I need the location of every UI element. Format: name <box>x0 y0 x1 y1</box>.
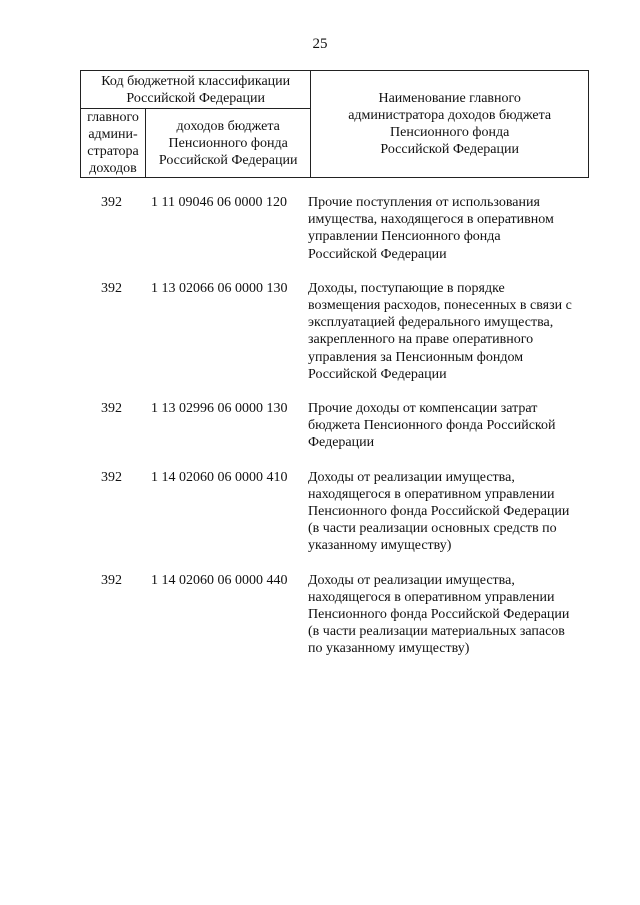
income-code: 1 13 02066 06 0000 130 <box>151 280 288 296</box>
admin-code: 392 <box>101 572 122 588</box>
name-line: закрепленного на праве оперативного <box>308 332 534 348</box>
name-line: находящегося в оперативном управлении <box>308 589 555 605</box>
name-line: Доходы от реализации имущества, <box>308 572 515 588</box>
name-line: эксплуатацией федерального имущества, <box>308 315 554 331</box>
header-line: Пенсионного фонда <box>168 135 288 151</box>
table-row <box>80 469 589 555</box>
admin-code: 392 <box>101 469 122 485</box>
name-line: Доходы, поступающие в порядке <box>308 280 505 296</box>
admin-column-header <box>81 109 146 178</box>
name-line: Федерации <box>308 435 375 451</box>
name-line: Пенсионного фонда Российской Федерации <box>308 504 570 520</box>
income-name <box>305 572 589 658</box>
income-code: 1 14 02060 06 0000 440 <box>151 572 288 588</box>
income-name <box>305 194 589 263</box>
table-row <box>80 572 589 658</box>
header-line: главного <box>87 110 139 125</box>
name-line: управлении Пенсионного фонда <box>308 229 501 245</box>
header-line: стратора <box>87 144 139 159</box>
header-line: Код бюджетной классификации <box>101 73 291 89</box>
income-name <box>305 469 589 555</box>
admin-code: 392 <box>101 195 122 210</box>
header-line: Российской Федерации <box>158 152 298 168</box>
income-name <box>305 280 589 383</box>
header-line: Пенсионного фонда <box>390 125 510 140</box>
name-line: Российской Федерации <box>308 246 447 262</box>
header-line: Российской Федерации <box>126 90 265 106</box>
table-row <box>80 280 589 383</box>
admin-code: 392 <box>101 280 122 296</box>
table-row <box>80 400 589 452</box>
income-code: 1 13 02996 06 0000 130 <box>151 401 288 417</box>
header-table <box>80 70 589 178</box>
name-line: возмещения расходов, понесенных в связи с <box>308 298 572 314</box>
name-line: указанному имуществу) <box>308 538 452 554</box>
income-column-header <box>146 109 311 178</box>
income-code: 1 11 09046 06 0000 120 <box>151 195 287 210</box>
header-line: Наименование главного <box>378 91 521 106</box>
name-column-header <box>311 71 589 178</box>
name-line: Пенсионного фонда Российской Федерации <box>308 607 570 623</box>
table-body <box>80 194 589 675</box>
header-line: доходов бюджета <box>176 118 280 134</box>
admin-code: 392 <box>101 401 122 417</box>
code-group-header <box>81 71 311 109</box>
name-line: управления за Пенсионным фондом <box>308 349 524 365</box>
table-row <box>80 194 589 263</box>
income-name <box>305 400 589 452</box>
name-line: (в части реализации основных средств по <box>308 521 557 537</box>
name-line: находящегося в оперативном управлении <box>308 486 555 502</box>
name-line: Прочие поступления от использования <box>308 195 540 210</box>
header-line: Российской Федерации <box>380 142 519 157</box>
header-line: админи- <box>88 127 138 142</box>
name-line: имущества, находящегося в оперативном <box>308 212 554 228</box>
name-line: Российской Федерации <box>308 366 447 382</box>
income-code: 1 14 02060 06 0000 410 <box>151 469 288 485</box>
name-line: по указанному имуществу) <box>308 641 470 657</box>
name-line: Доходы от реализации имущества, <box>308 469 515 485</box>
page-number: 25 <box>312 36 328 52</box>
name-line: Прочие доходы от компенсации затрат <box>308 401 538 417</box>
header-line: доходов <box>89 161 137 176</box>
name-line: (в части реализации материальных запасов <box>308 624 565 640</box>
name-line: бюджета Пенсионного фонда Российской <box>308 418 556 434</box>
header-line: администратора доходов бюджета <box>348 108 552 123</box>
